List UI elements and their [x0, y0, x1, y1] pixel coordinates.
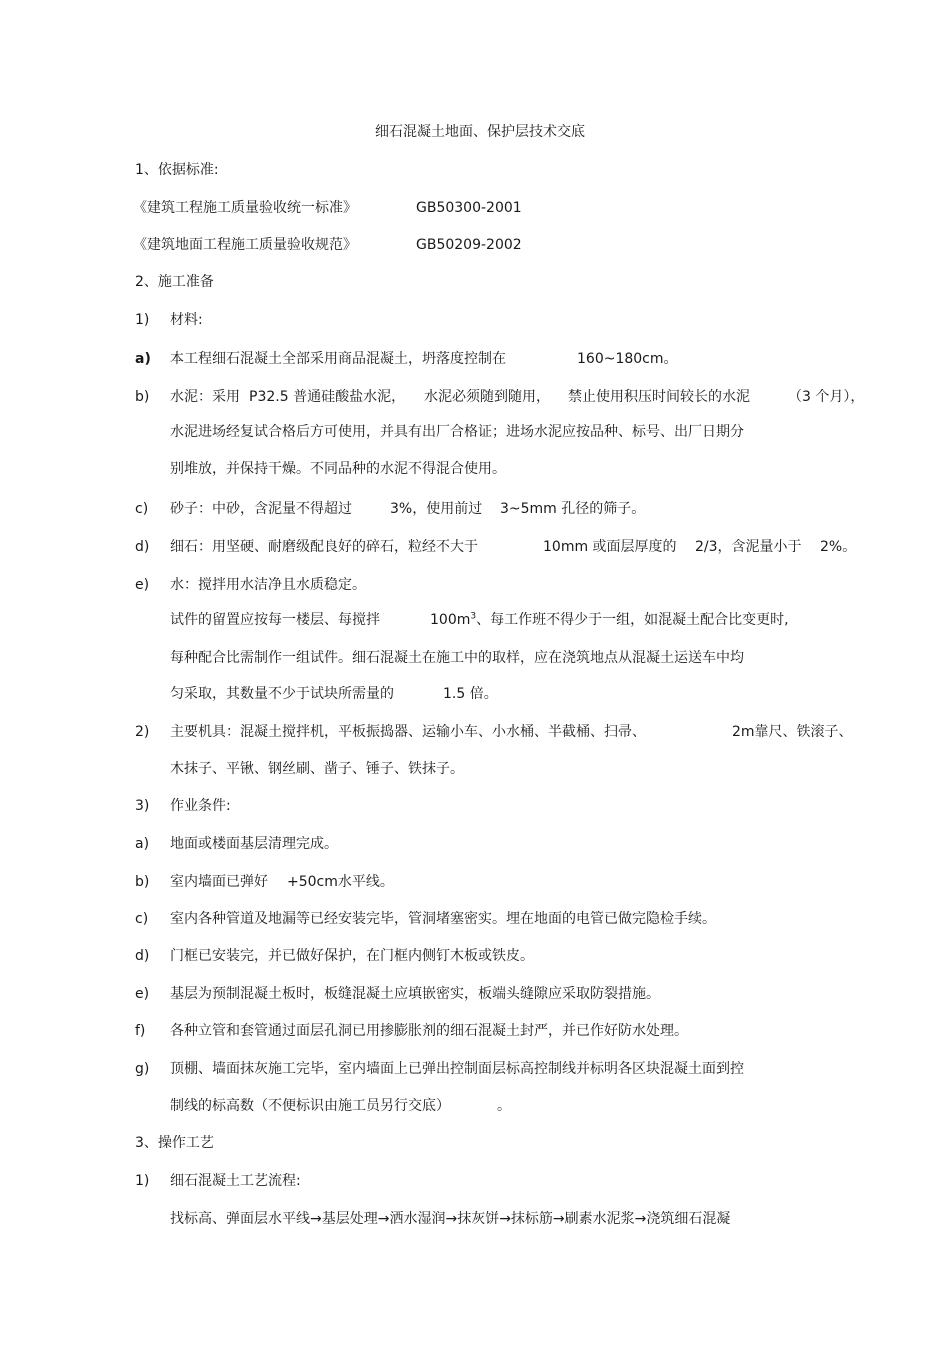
- section-3-heading: 3、操作工艺: [135, 1135, 214, 1151]
- materials-title: 材料:: [170, 312, 203, 328]
- materials-d-text: 10mm 或面层厚度的: [543, 539, 677, 555]
- condition-text: 室内墙面已弹好: [170, 874, 268, 890]
- item-label: d): [135, 539, 150, 555]
- item-label: d): [135, 948, 150, 964]
- process-title: 细石混凝土工艺流程:: [170, 1173, 301, 1189]
- item-label: e): [135, 986, 150, 1002]
- section-1-heading: 1、依据标准:: [135, 162, 219, 178]
- materials-c-text: 3%，使用前过: [390, 501, 483, 517]
- materials-c-text: 砂子：中砂，含泥量不得超过: [170, 501, 352, 517]
- page-title: 细石混凝土地面、保护层技术交底: [375, 124, 585, 140]
- sample-text: 1.5 倍。: [443, 686, 498, 702]
- sample-text: 每种配合比需制作一组试件。细石混凝土在施工中的取样，应在浇筑地点从混凝土运送车中均: [170, 650, 744, 666]
- materials-a-value: 160~180cm。: [577, 351, 678, 367]
- materials-b-text: 水泥进场经复试合格后方可使用，并具有出厂合格证；进场水泥应按品种、标号、出厂日期分: [170, 424, 744, 440]
- process-flow: 找标高、弹面层水平线→基层处理→洒水湿润→抹灰饼→抹标筋→刷素水泥浆→浇筑细石混凝: [170, 1211, 731, 1227]
- materials-d-text: 2/3，含泥量小于: [695, 539, 802, 555]
- conditions-title: 作业条件:: [170, 798, 231, 814]
- standard-code: GB50300-2001: [416, 200, 522, 216]
- item-label: 2): [135, 724, 150, 740]
- condition-text: 顶棚、墙面抹灰施工完毕，室内墙面上已弹出控制面层标高控制线并标明各区块混凝土面到控: [170, 1061, 744, 1077]
- sample-text-rest: 、每工作班不得少于一组，如混凝土配合比变更时,: [476, 612, 789, 628]
- materials-b-text: （3 个月），: [788, 389, 865, 405]
- materials-b-text: 别堆放，并保持干燥。不同品种的水泥不得混合使用。: [170, 461, 506, 477]
- item-label: c): [135, 501, 149, 517]
- item-label: a): [135, 836, 150, 852]
- materials-d-text: 2%。: [820, 539, 857, 555]
- standard-name: 《建筑地面工程施工质量验收规范》: [133, 237, 357, 253]
- materials-e-text: 水：搅拌用水洁净且水质稳定。: [170, 577, 366, 593]
- sample-volume: 100m: [430, 612, 471, 628]
- sample-text: 匀采取，其数量不少于试块所需量的: [170, 686, 394, 702]
- sample-text: [430, 611, 789, 629]
- condition-text: 门框已安装完，并已做好保护，在门框内侧钉木板或铁皮。: [170, 948, 534, 964]
- materials-b-text: 水泥：采用: [170, 389, 240, 405]
- tools-text: 木抹子、平锹、钢丝刷、凿子、锤子、铁抹子。: [170, 761, 464, 777]
- condition-text: 室内各种管道及地漏等已经安装完毕，管洞堵塞密实。埋在地面的电管已做完隐检手续。: [170, 911, 716, 927]
- item-label: c): [135, 911, 149, 927]
- materials-a-text: 本工程细石混凝土全部采用商品混凝土，坍落度控制在: [170, 351, 506, 367]
- materials-c-text: 3~5mm 孔径的筛子。: [500, 501, 646, 517]
- item-label: b): [135, 389, 150, 405]
- condition-text: 地面或楼面基层清理完成。: [170, 836, 338, 852]
- item-label: b): [135, 874, 150, 890]
- tools-text: 2m靠尺、铁滚子、: [732, 724, 853, 740]
- tools-text: 主要机具：混凝土搅拌机，平板振捣器、运输小车、小水桶、半截桶、扫帚、: [170, 724, 646, 740]
- materials-d-text: 细石：用坚硬、耐磨级配良好的碎石，粒经不大于: [170, 539, 478, 555]
- item-label: a): [135, 351, 151, 367]
- materials-b-text: 水泥必须随到随用，: [424, 389, 550, 405]
- standard-code: GB50209-2002: [416, 237, 522, 253]
- condition-text: 各种立管和套管通过面层孔洞已用掺膨胀剂的细石混凝土封严，并已作好防水处理。: [170, 1023, 688, 1039]
- standard-name: 《建筑工程施工质量验收统一标准》: [133, 200, 357, 216]
- sample-text: 试件的留置应按每一楼层、每搅拌: [170, 612, 380, 628]
- item-label: f): [135, 1023, 146, 1039]
- materials-b-text: 禁止使用积压时间较长的水泥: [568, 389, 750, 405]
- condition-text: +50cm水平线。: [287, 874, 394, 890]
- condition-text: 。: [497, 1098, 511, 1114]
- item-label: g): [135, 1061, 150, 1077]
- materials-b-text: P32.5 普通硅酸盐水泥，: [249, 389, 406, 405]
- condition-text: 制线的标高数（不便标识由施工员另行交底）: [170, 1098, 450, 1114]
- item-label: 3): [135, 798, 150, 814]
- section-2-heading: 2、施工准备: [135, 274, 214, 290]
- item-label: e): [135, 577, 150, 593]
- sample-volume-exponent: 3: [470, 611, 477, 622]
- item-label: 1): [135, 312, 150, 328]
- item-label: 1): [135, 1173, 150, 1189]
- condition-text: 基层为预制混凝土板时，板缝混凝土应填嵌密实，板端头缝隙应采取防裂措施。: [170, 986, 660, 1002]
